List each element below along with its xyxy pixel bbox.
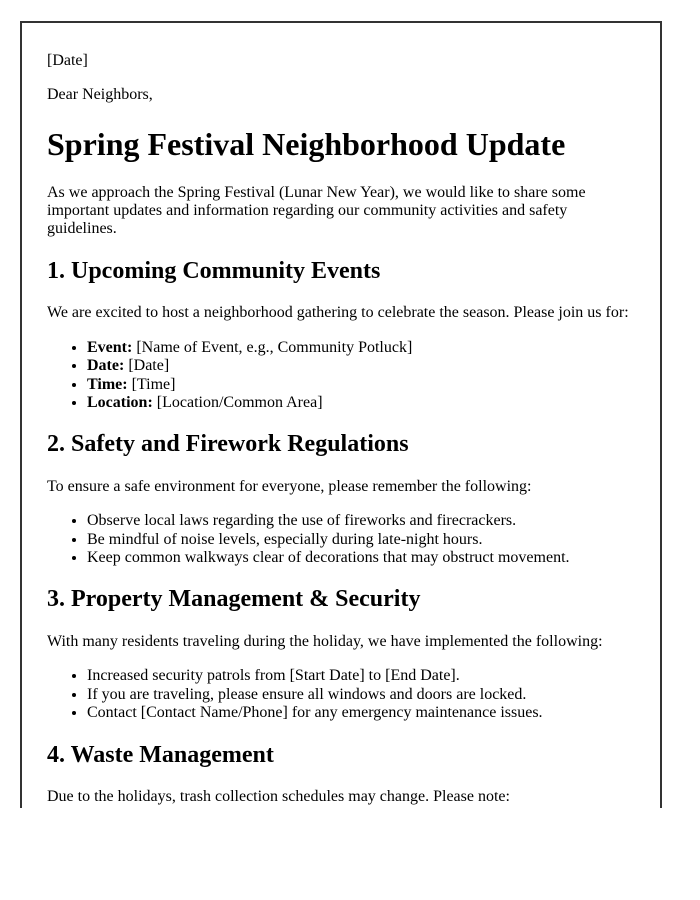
list-item: • Contact [Contact Name/Phone] for any emergency maintenance issues.	[87, 704, 635, 722]
letter-section	[47, 742, 635, 807]
section-heading: 1. Upcoming Community Events	[47, 257, 381, 284]
date-line: [Date]	[47, 52, 88, 69]
section-list	[47, 512, 635, 567]
section-list	[47, 339, 635, 413]
section-list	[47, 667, 635, 722]
sections	[47, 258, 635, 807]
list-item: • If you are traveling, please ensure all windows and doors are locked.	[87, 686, 635, 704]
section-paragraph: To ensure a safe environment for everyone, please remember the following:	[47, 477, 532, 495]
section-heading: 2. Safety and Firework Regulations	[47, 431, 409, 458]
list-item: • Observe local laws regarding the use of fireworks and firecrackers.	[87, 512, 635, 530]
list-item: • Be mindful of noise levels, especially during late-night hours.	[87, 531, 635, 549]
letter-section	[47, 586, 635, 722]
list-item-label: Location:	[87, 393, 153, 411]
section-paragraph: We are excited to host a neighborhood gathering to celebrate the season. Please join us for:	[47, 304, 629, 322]
list-item-label: Event:	[87, 338, 133, 356]
letter-section	[47, 431, 635, 567]
section-heading: 3. Property Management & Security	[47, 586, 421, 613]
list-item: • Time: [Time]	[87, 376, 635, 394]
list-item-label: Time:	[87, 375, 128, 393]
letter-section	[47, 258, 635, 413]
intro-paragraph: As we approach the Spring Festival (Lunar New Year), we would like to share some important updates and information regarding our community activities and safety guidelines.	[47, 183, 586, 238]
section-paragraph: With many residents traveling during the holiday, we have implemented the following:	[47, 633, 603, 651]
list-item: • Keep common walkways clear of decorations that may obstruct movement.	[87, 549, 635, 567]
letter-page	[20, 21, 662, 808]
section-paragraph: Due to the holidays, trash collection schedules may change. Please note:	[47, 788, 510, 806]
list-item: • Date: [Date]	[87, 357, 635, 375]
page-title: Spring Festival Neighborhood Update	[47, 125, 566, 162]
list-item: • Location: [Location/Common Area]	[87, 394, 635, 412]
section-heading: 4. Waste Management	[47, 741, 274, 768]
salutation: Dear Neighbors,	[47, 86, 153, 104]
list-item: • Increased security patrols from [Start Date] to [End Date].	[87, 667, 635, 685]
list-item: • Event: [Name of Event, e.g., Community Potluck]	[87, 339, 635, 357]
list-item-label: Date:	[87, 357, 125, 375]
